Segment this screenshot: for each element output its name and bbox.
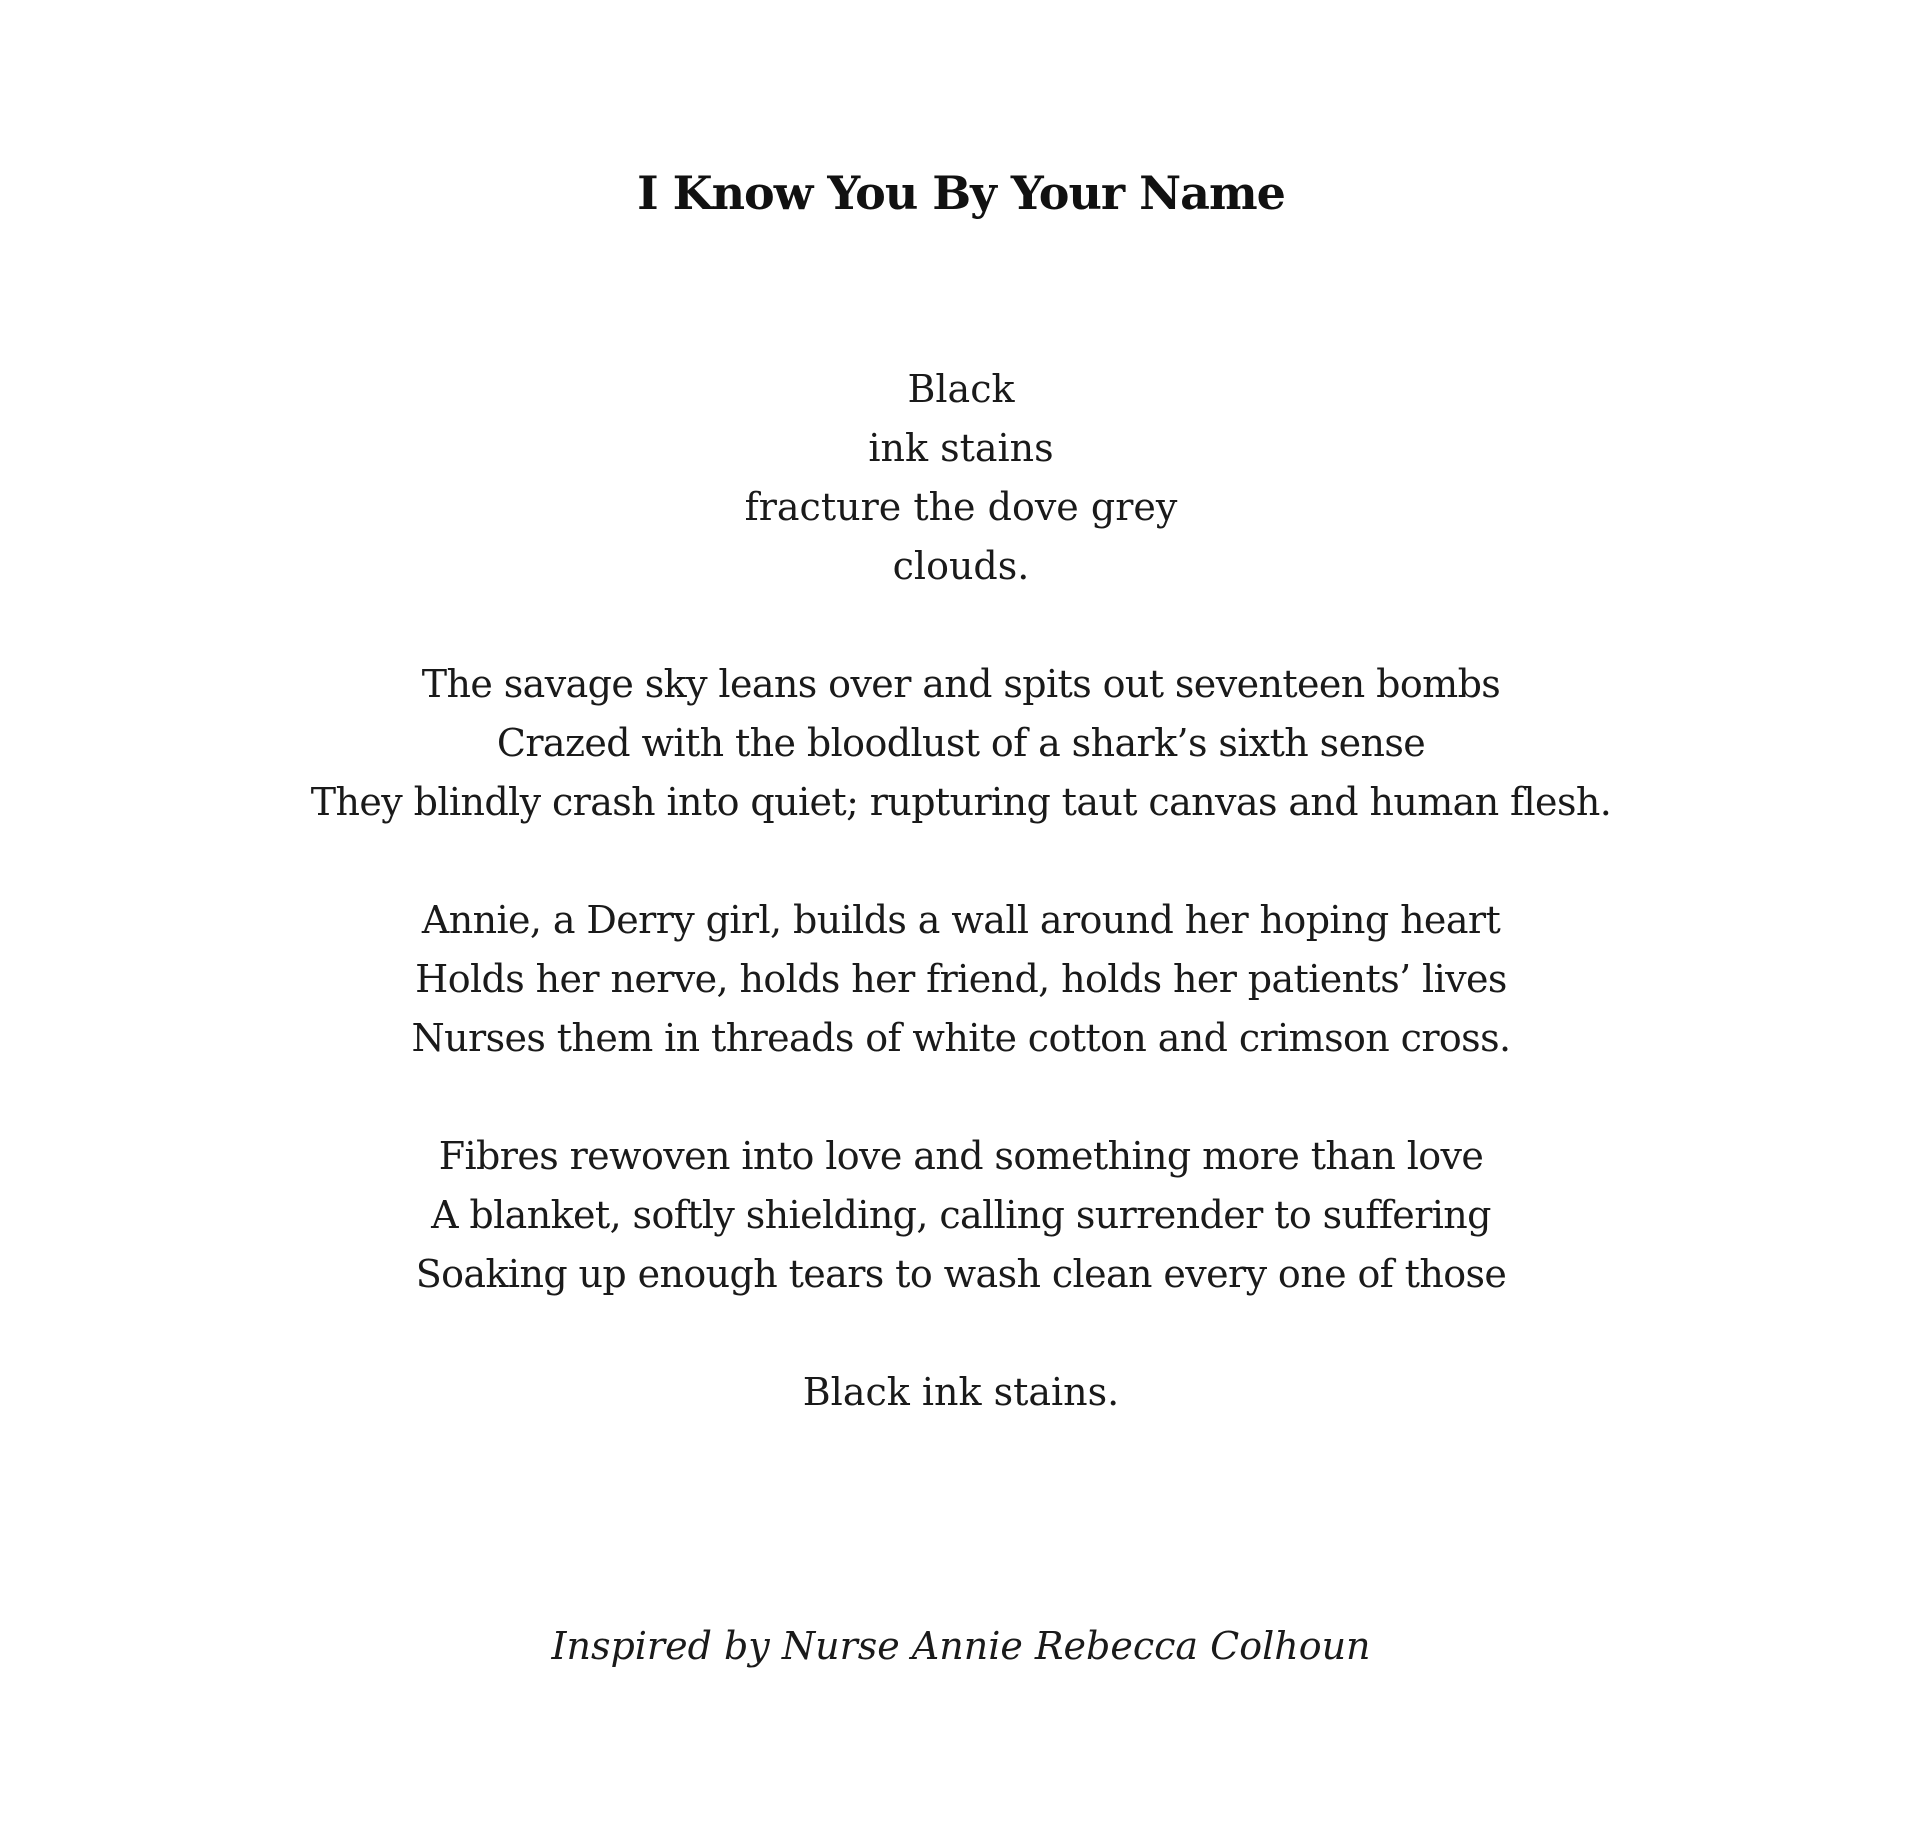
poem-line: ink stains: [868, 426, 1054, 470]
poem-line: fracture the dove grey: [744, 485, 1178, 529]
dedication: Inspired by Nurse Annie Rebecca Colhoun: [551, 1624, 1371, 1668]
poem-line: A blanket, softly shielding, calling surrender to suffering: [431, 1193, 1491, 1237]
poem-line: They blindly crash into quiet; rupturing taut canvas and human flesh.: [310, 780, 1612, 824]
poem-line: Annie, a Derry girl, builds a wall around her hoping heart: [421, 898, 1501, 942]
poem-line: clouds.: [892, 544, 1030, 588]
poem-line: Black: [907, 367, 1015, 411]
poem-line: Soaking up enough tears to wash clean every one of those: [415, 1252, 1507, 1296]
poem-line: Black ink stains.: [802, 1370, 1120, 1414]
poem-line: Fibres rewoven into love and something more than love: [438, 1134, 1484, 1178]
stanza-1: [0, 360, 1922, 596]
poem-line: Holds her nerve, holds her friend, holds her patients’ lives: [415, 957, 1507, 1001]
stanza-2: [0, 655, 1922, 832]
poem-line: The savage sky leans over and spits out seventeen bombs: [421, 662, 1501, 706]
stanza-4: [0, 1127, 1922, 1304]
poem-line: Nurses them in threads of white cotton and crimson cross.: [411, 1016, 1511, 1060]
poem-title: I Know You By Your Name: [637, 166, 1285, 220]
poem-line: Crazed with the bloodlust of a shark’s sixth sense: [496, 721, 1426, 765]
poem-body: [0, 360, 1922, 1481]
stanza-3: [0, 891, 1922, 1068]
stanza-5: [0, 1363, 1922, 1422]
